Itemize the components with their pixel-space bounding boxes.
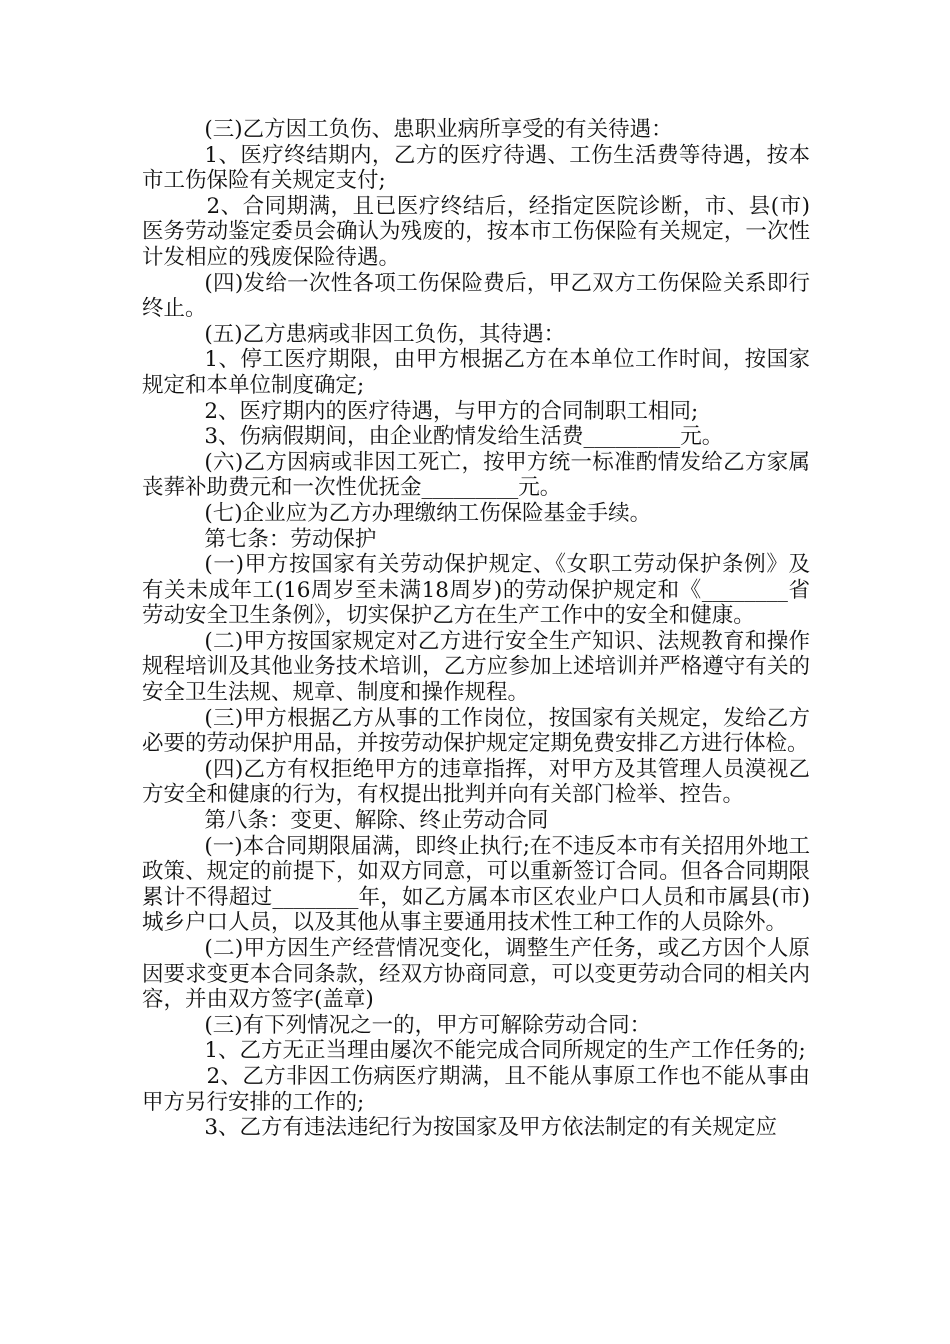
section-heading-article-7: 第七条：劳动保护 bbox=[204, 526, 377, 552]
paragraph-14: (三)甲方根据乙方从事的工作岗位，按国家有关规定，发给乙方必要的劳动保护用品，并按劳动保护规定定期免费安排乙方进行体检。 bbox=[142, 705, 810, 757]
paragraph-18: (二)甲方因生产经营情况变化，调整生产任务，或乙方因个人原因要求变更本合同条款，经双方协商同意，可以变更劳动合同的相关内容，并由双方签字(盖章) bbox=[142, 936, 810, 1013]
paragraph-6: 1、停工医疗期限，由甲方根据乙方在本单位工作时间，按国家规定和本单位制度确定; bbox=[142, 347, 810, 398]
paragraph-5: (五)乙方患病或非因工负伤，其待遇： bbox=[204, 321, 566, 347]
document-page bbox=[142, 117, 810, 1141]
paragraph-19: (三)有下列情况之一的，甲方可解除劳动合同： bbox=[204, 1012, 652, 1038]
paragraph-21: 2、乙方非因工伤病医疗期满，且不能从事原工作也不能从事由甲方另行安排的工作的; bbox=[142, 1063, 810, 1115]
paragraph-8: 3、伤病假期间，由企业酌情发给生活费_________元。 bbox=[204, 424, 724, 450]
paragraph-15: (四)乙方有权拒绝甲方的违章指挥，对甲方及其管理人员漠视乙方安全和健康的行为，有权提出批判并向有关部门检举、控告。 bbox=[142, 756, 810, 808]
paragraph-9: (六)乙方因病或非因工死亡，按甲方统一标准酌情发给乙方家属丧葬补助费元和一次性优抚金_________元。 bbox=[142, 449, 810, 501]
paragraph-4: (四)发给一次性各项工伤保险费后，甲乙双方工伤保险关系即行终止。 bbox=[142, 270, 810, 322]
paragraph-7: 2、医疗期内的医疗待遇，与甲方的合同制职工相同; bbox=[204, 398, 699, 424]
paragraph-2: 1、医疗终结期内，乙方的医疗待遇、工伤生活费等待遇，按本市工伤保险有关规定支付; bbox=[142, 142, 810, 194]
paragraph-10: (七)企业应为乙方办理缴纳工伤保险基金手续。 bbox=[204, 500, 652, 526]
paragraph-17: (一)本合同期限届满，即终止执行;在不违反本市有关招用外地工政策、规定的前提下，如双方同意，可以重新签订合同。但各合同期限累计不得超过________年，如乙方属本市区农业户口人员和市属县(市)城乡户口人员，以及其他从事主要通用技术性工种工作的人员除外。 bbox=[142, 833, 810, 936]
paragraph-1: (三)乙方因工负伤、患职业病所享受的有关待遇： bbox=[204, 117, 673, 142]
paragraph-22: 3、乙方有违法违纪行为按国家及甲方依法制定的有关规定应 bbox=[204, 1115, 778, 1141]
paragraph-3: 2、合同期满，且已医疗终结后，经指定医院诊断，市、县(市)医务劳动鉴定委员会确认为残废的，按本市工伤保险有关规定，一次性计发相应的残废保险待遇。 bbox=[142, 193, 810, 270]
paragraph-20: 1、乙方无正当理由屡次不能完成合同所规定的生产工作任务的; bbox=[204, 1038, 806, 1064]
section-heading-article-8: 第八条：变更、解除、终止劳动合同 bbox=[204, 808, 549, 834]
paragraph-13: (二)甲方按国家规定对乙方进行安全生产知识、法规教育和操作规程培训及其他业务技术培训，乙方应参加上述培训并严格遵守有关的安全卫生法规、规章、制度和操作规程。 bbox=[142, 628, 810, 706]
paragraph-12: (一)甲方按国家有关劳动保护规定、《女职工劳动保护条例》及有关未成年工(16周岁至未满18周岁)的劳动保护规定和《________省劳动安全卫生条例》，切实保护乙方在生产工作中的安全和健康。 bbox=[142, 552, 810, 629]
